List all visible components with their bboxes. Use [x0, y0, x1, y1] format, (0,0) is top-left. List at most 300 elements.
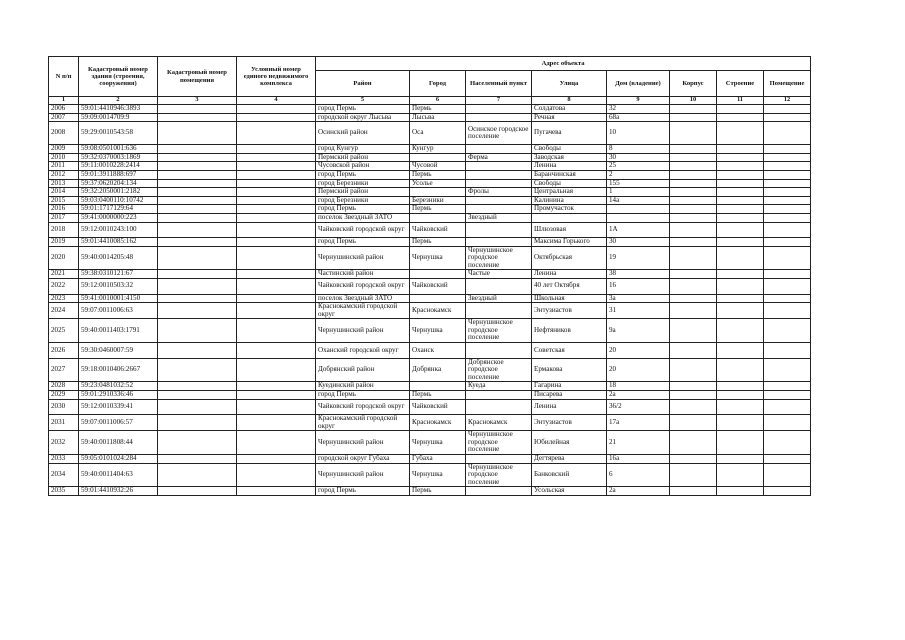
- cell-street: Пугачева: [532, 122, 607, 145]
- cell-city: Пермь: [410, 105, 466, 114]
- cell-street: Нефтяников: [532, 319, 607, 343]
- header-settlement: Населенный пункт: [466, 71, 532, 97]
- table-row: [49, 222, 811, 238]
- cell-number: 2006: [49, 105, 79, 114]
- cell-district: город Пермь: [316, 487, 410, 496]
- cell-settlement: Осинское городское поселение: [466, 122, 532, 145]
- cell-cadastral-building: 59:07:0011006:63: [79, 303, 158, 319]
- cell-settlement: [466, 390, 532, 399]
- cell-cadastral-building: 59:01:4410946:3893: [79, 105, 158, 114]
- cell-korpus: [670, 238, 717, 247]
- cell-district: город Пермь: [316, 170, 410, 179]
- cell-conditional-number: [237, 105, 316, 114]
- cell-district: Краснокамский городской округ: [316, 415, 410, 431]
- cell-district: Краснокамский городской округ: [316, 303, 410, 319]
- cell-city: Губаха: [410, 455, 466, 464]
- cell-district: город Пермь: [316, 105, 410, 114]
- cell-pomeshenie: [764, 303, 811, 319]
- cell-cadastral-room: [158, 213, 237, 222]
- cell-cadastral-building: 59:05:0101024:284: [79, 455, 158, 464]
- cell-conditional-number: [237, 246, 316, 270]
- cell-house: 36/2: [607, 399, 670, 415]
- cell-pomeshenie: [764, 205, 811, 214]
- cell-number: 2017: [49, 213, 79, 222]
- cell-conditional-number: [237, 294, 316, 303]
- cell-number: 2024: [49, 303, 79, 319]
- cell-city: [410, 153, 466, 162]
- cell-pomeshenie: [764, 196, 811, 205]
- cell-settlement: [466, 170, 532, 179]
- cell-cadastral-building: 59:37:0620204:134: [79, 179, 158, 188]
- cell-city: [410, 382, 466, 391]
- cell-settlement: [466, 455, 532, 464]
- cell-settlement: [466, 179, 532, 188]
- cell-korpus: [670, 222, 717, 238]
- cell-house: 38: [607, 270, 670, 279]
- cell-number: 2030: [49, 399, 79, 415]
- cell-pomeshenie: [764, 399, 811, 415]
- cell-settlement: Чернушинское городское поселение: [466, 431, 532, 455]
- cell-street: Советская: [532, 343, 607, 359]
- cell-district: город Березники: [316, 196, 410, 205]
- cell-number: 2033: [49, 455, 79, 464]
- cell-cadastral-building: 59:41:0010001:4150: [79, 294, 158, 303]
- cell-korpus: [670, 213, 717, 222]
- table-row: [49, 170, 811, 179]
- cell-district: поселок Звездный ЗАТО: [316, 213, 410, 222]
- cell-house: 155: [607, 179, 670, 188]
- cell-street: Ленина: [532, 270, 607, 279]
- cell-korpus: [670, 246, 717, 270]
- cell-number: 2028: [49, 382, 79, 391]
- cell-korpus: [670, 390, 717, 399]
- cell-city: Оса: [410, 122, 466, 145]
- cell-settlement: Куеда: [466, 382, 532, 391]
- table-row: [49, 246, 811, 270]
- cell-street: Свободы: [532, 179, 607, 188]
- cell-stroenie: [717, 463, 764, 487]
- cell-cadastral-room: [158, 303, 237, 319]
- cell-settlement: [466, 162, 532, 171]
- column-number-row: [49, 97, 811, 105]
- cell-pomeshenie: [764, 113, 811, 122]
- column-number: 7: [466, 97, 532, 105]
- column-number: 2: [79, 97, 158, 105]
- column-number: 11: [717, 97, 764, 105]
- cell-korpus: [670, 196, 717, 205]
- cell-conditional-number: [237, 179, 316, 188]
- cell-district: Чайковский городской округ: [316, 279, 410, 295]
- cell-district: город Березники: [316, 179, 410, 188]
- cell-cadastral-room: [158, 179, 237, 188]
- cell-korpus: [670, 294, 717, 303]
- cell-cadastral-room: [158, 205, 237, 214]
- cell-conditional-number: [237, 113, 316, 122]
- cell-cadastral-room: [158, 463, 237, 487]
- cell-street: Ленина: [532, 162, 607, 171]
- cell-city: [410, 188, 466, 197]
- cell-house: 16а: [607, 455, 670, 464]
- cell-house: 8: [607, 145, 670, 154]
- cell-pomeshenie: [764, 487, 811, 496]
- cell-settlement: Чернушинское городское поселение: [466, 463, 532, 487]
- cell-house: 14а: [607, 196, 670, 205]
- table-row: [49, 343, 811, 359]
- cell-district: Чайковский городской округ: [316, 222, 410, 238]
- cell-stroenie: [717, 319, 764, 343]
- cell-settlement: Чернушинское городское поселение: [466, 319, 532, 343]
- cell-street: Ермакова: [532, 358, 607, 382]
- cell-number: 2025: [49, 319, 79, 343]
- cell-street: Банковский: [532, 463, 607, 487]
- cell-settlement: [466, 113, 532, 122]
- cell-cadastral-room: [158, 270, 237, 279]
- cell-district: Чайковский городской округ: [316, 399, 410, 415]
- cell-cadastral-room: [158, 358, 237, 382]
- cell-city: Кунгур: [410, 145, 466, 154]
- table-body: [49, 105, 811, 496]
- cell-cadastral-room: [158, 153, 237, 162]
- cell-street: Ленина: [532, 399, 607, 415]
- cell-district: город Пермь: [316, 390, 410, 399]
- cell-stroenie: [717, 455, 764, 464]
- cell-stroenie: [717, 179, 764, 188]
- table-header: [49, 57, 811, 105]
- cell-stroenie: [717, 213, 764, 222]
- cell-number: 2021: [49, 270, 79, 279]
- cell-street: [532, 213, 607, 222]
- cell-number: 2008: [49, 122, 79, 145]
- cell-conditional-number: [237, 390, 316, 399]
- cell-cadastral-room: [158, 145, 237, 154]
- cell-house: 25: [607, 162, 670, 171]
- table-row: [49, 303, 811, 319]
- cell-number: 2034: [49, 463, 79, 487]
- cell-city: [410, 213, 466, 222]
- cell-cadastral-building: 59:11:0010228:2414: [79, 162, 158, 171]
- cell-conditional-number: [237, 213, 316, 222]
- cell-pomeshenie: [764, 162, 811, 171]
- cell-city: Чернушка: [410, 431, 466, 455]
- cell-city: Оханск: [410, 343, 466, 359]
- cell-settlement: Чернушинское городское поселение: [466, 246, 532, 270]
- cell-korpus: [670, 122, 717, 145]
- cell-stroenie: [717, 415, 764, 431]
- cell-cadastral-building: 59:40:0011404:63: [79, 463, 158, 487]
- cell-number: 2014: [49, 188, 79, 197]
- table-row: [49, 270, 811, 279]
- column-number: 5: [316, 97, 410, 105]
- cell-number: 2015: [49, 196, 79, 205]
- cell-pomeshenie: [764, 246, 811, 270]
- cell-house: [607, 213, 670, 222]
- cell-street: Промучасток: [532, 205, 607, 214]
- cell-cadastral-building: 59:01:4410932:26: [79, 487, 158, 496]
- cell-stroenie: [717, 188, 764, 197]
- cell-korpus: [670, 205, 717, 214]
- cell-street: Энтузиастов: [532, 415, 607, 431]
- cell-cadastral-building: 59:09:0014709:9: [79, 113, 158, 122]
- cell-settlement: [466, 238, 532, 247]
- cell-city: Краснокамск: [410, 303, 466, 319]
- table-row: [49, 399, 811, 415]
- table-row: [49, 162, 811, 171]
- table-row: [49, 319, 811, 343]
- header-cadastral-room: Кадастровый номер помещения: [158, 57, 237, 97]
- cell-korpus: [670, 113, 717, 122]
- cell-cadastral-building: 59:38:0310121:67: [79, 270, 158, 279]
- cell-cadastral-building: 59:01:4410085:162: [79, 238, 158, 247]
- column-number: 12: [764, 97, 811, 105]
- cell-house: 9а: [607, 319, 670, 343]
- cell-korpus: [670, 188, 717, 197]
- header-conditional-number: Условный номер единого недвижимого комплекса: [237, 57, 316, 97]
- cell-cadastral-building: 59:40:0011403:1791: [79, 319, 158, 343]
- cell-city: [410, 270, 466, 279]
- column-number: 8: [532, 97, 607, 105]
- cell-korpus: [670, 170, 717, 179]
- header-stroenie: Строение: [717, 71, 764, 97]
- cell-stroenie: [717, 238, 764, 247]
- cell-cadastral-building: 59:32:2050001:2182: [79, 188, 158, 197]
- cell-cadastral-room: [158, 279, 237, 295]
- cell-stroenie: [717, 279, 764, 295]
- cell-city: Пермь: [410, 238, 466, 247]
- cell-district: Чусовской район: [316, 162, 410, 171]
- cell-korpus: [670, 270, 717, 279]
- cell-stroenie: [717, 390, 764, 399]
- cell-korpus: [670, 145, 717, 154]
- cell-street: Энтузиастов: [532, 303, 607, 319]
- cell-district: Частинский район: [316, 270, 410, 279]
- cell-conditional-number: [237, 431, 316, 455]
- cell-settlement: Ферма: [466, 153, 532, 162]
- column-number: 6: [410, 97, 466, 105]
- header-number: N п/п: [49, 57, 79, 97]
- cell-conditional-number: [237, 162, 316, 171]
- cell-street: Максима Горького: [532, 238, 607, 247]
- cell-district: городской округ Лысьва: [316, 113, 410, 122]
- cell-city: Чайковский: [410, 399, 466, 415]
- cell-settlement: Звездный: [466, 213, 532, 222]
- cell-conditional-number: [237, 415, 316, 431]
- cell-cadastral-room: [158, 196, 237, 205]
- cell-city: Усолье: [410, 179, 466, 188]
- cell-pomeshenie: [764, 463, 811, 487]
- cell-city: Чайковский: [410, 279, 466, 295]
- cell-pomeshenie: [764, 179, 811, 188]
- cell-cadastral-room: [158, 399, 237, 415]
- cell-district: городской округ Губаха: [316, 455, 410, 464]
- cell-conditional-number: [237, 455, 316, 464]
- cell-korpus: [670, 343, 717, 359]
- cell-korpus: [670, 279, 717, 295]
- cell-conditional-number: [237, 270, 316, 279]
- cell-conditional-number: [237, 222, 316, 238]
- cell-korpus: [670, 382, 717, 391]
- cell-city: Пермь: [410, 170, 466, 179]
- cell-city: Добрянка: [410, 358, 466, 382]
- cell-house: 30: [607, 153, 670, 162]
- cell-conditional-number: [237, 399, 316, 415]
- cell-cadastral-building: 59:03:0400110:10742: [79, 196, 158, 205]
- cell-number: 2018: [49, 222, 79, 238]
- cell-city: Чернушка: [410, 319, 466, 343]
- cell-house: 30: [607, 238, 670, 247]
- cell-korpus: [670, 179, 717, 188]
- cell-house: 16: [607, 279, 670, 295]
- cell-house: 1: [607, 188, 670, 197]
- table-row: [49, 153, 811, 162]
- cell-city: Краснокамск: [410, 415, 466, 431]
- cell-cadastral-room: [158, 170, 237, 179]
- cell-cadastral-room: [158, 455, 237, 464]
- column-number: 9: [607, 97, 670, 105]
- cell-cadastral-room: [158, 415, 237, 431]
- cell-stroenie: [717, 105, 764, 114]
- cell-number: 2031: [49, 415, 79, 431]
- cell-city: Пермь: [410, 390, 466, 399]
- cell-city: Лысьва: [410, 113, 466, 122]
- cell-stroenie: [717, 487, 764, 496]
- cell-cadastral-room: [158, 382, 237, 391]
- cell-stroenie: [717, 294, 764, 303]
- cell-cadastral-building: 59:41:0000000:223: [79, 213, 158, 222]
- cell-conditional-number: [237, 343, 316, 359]
- cell-cadastral-room: [158, 246, 237, 270]
- header-korpus: Корпус: [670, 71, 717, 97]
- cell-pomeshenie: [764, 153, 811, 162]
- cell-city: Чусовой: [410, 162, 466, 171]
- cell-street: Дегтярева: [532, 455, 607, 464]
- cell-number: 2029: [49, 390, 79, 399]
- cell-number: 2013: [49, 179, 79, 188]
- cell-korpus: [670, 162, 717, 171]
- cell-korpus: [670, 455, 717, 464]
- cell-district: Добрянский район: [316, 358, 410, 382]
- cell-korpus: [670, 487, 717, 496]
- cell-city: Пермь: [410, 205, 466, 214]
- cell-settlement: Добрянское городское поселение: [466, 358, 532, 382]
- cell-street: Заводская: [532, 153, 607, 162]
- cell-district: Чернушинский район: [316, 319, 410, 343]
- cell-cadastral-building: 59:40:0011808:44: [79, 431, 158, 455]
- cell-street: Свободы: [532, 145, 607, 154]
- cell-number: 2019: [49, 238, 79, 247]
- cell-settlement: [466, 279, 532, 295]
- cell-stroenie: [717, 196, 764, 205]
- cell-city: Березники: [410, 196, 466, 205]
- header-house: Дом (владение): [607, 71, 670, 97]
- table-row: [49, 358, 811, 382]
- cell-city: Пермь: [410, 487, 466, 496]
- table-row: [49, 382, 811, 391]
- cell-settlement: [466, 303, 532, 319]
- cell-cadastral-building: 59:01:1717129:64: [79, 205, 158, 214]
- cell-pomeshenie: [764, 279, 811, 295]
- cell-stroenie: [717, 153, 764, 162]
- cell-cadastral-building: 59:12:0010503:32: [79, 279, 158, 295]
- cell-conditional-number: [237, 487, 316, 496]
- cell-district: Пермский район: [316, 188, 410, 197]
- table-row: [49, 213, 811, 222]
- cell-cadastral-room: [158, 105, 237, 114]
- cell-house: 31: [607, 303, 670, 319]
- cell-settlement: [466, 105, 532, 114]
- cell-city: Чернушка: [410, 463, 466, 487]
- cell-cadastral-room: [158, 390, 237, 399]
- table-row: [49, 105, 811, 114]
- cell-cadastral-room: [158, 162, 237, 171]
- cell-cadastral-room: [158, 222, 237, 238]
- cell-pomeshenie: [764, 431, 811, 455]
- cell-street: Калинина: [532, 196, 607, 205]
- register-sheet: [48, 56, 810, 496]
- cell-pomeshenie: [764, 238, 811, 247]
- cell-street: Писарева: [532, 390, 607, 399]
- cell-cadastral-room: [158, 319, 237, 343]
- cell-conditional-number: [237, 303, 316, 319]
- table-row: [49, 196, 811, 205]
- cell-pomeshenie: [764, 358, 811, 382]
- cell-cadastral-room: [158, 343, 237, 359]
- cell-cadastral-building: 59:01:2910336:46: [79, 390, 158, 399]
- cell-stroenie: [717, 170, 764, 179]
- table-row: [49, 463, 811, 487]
- cell-number: 2009: [49, 145, 79, 154]
- cell-stroenie: [717, 303, 764, 319]
- cell-district: поселок Звездный ЗАТО: [316, 294, 410, 303]
- cell-house: 21: [607, 431, 670, 455]
- cell-korpus: [670, 415, 717, 431]
- cell-stroenie: [717, 145, 764, 154]
- cell-cadastral-room: [158, 238, 237, 247]
- cell-settlement: [466, 222, 532, 238]
- cell-cadastral-room: [158, 431, 237, 455]
- cell-house: 17а: [607, 415, 670, 431]
- cell-conditional-number: [237, 319, 316, 343]
- cell-korpus: [670, 105, 717, 114]
- cell-settlement: Частые: [466, 270, 532, 279]
- cell-number: 2027: [49, 358, 79, 382]
- property-register-table: [48, 56, 811, 496]
- cell-street: Баранчинская: [532, 170, 607, 179]
- table-row: [49, 238, 811, 247]
- cell-street: Речная: [532, 113, 607, 122]
- cell-stroenie: [717, 113, 764, 122]
- cell-pomeshenie: [764, 390, 811, 399]
- cell-district: Чернушинский район: [316, 463, 410, 487]
- cell-house: [607, 205, 670, 214]
- cell-stroenie: [717, 122, 764, 145]
- cell-house: 10: [607, 122, 670, 145]
- cell-house: 6: [607, 463, 670, 487]
- cell-street: Шлюзовая: [532, 222, 607, 238]
- cell-district: Чернушинский район: [316, 246, 410, 270]
- table-row: [49, 205, 811, 214]
- cell-street: Солдатова: [532, 105, 607, 114]
- cell-conditional-number: [237, 463, 316, 487]
- cell-pomeshenie: [764, 188, 811, 197]
- cell-number: 2011: [49, 162, 79, 171]
- cell-pomeshenie: [764, 122, 811, 145]
- cell-stroenie: [717, 205, 764, 214]
- cell-cadastral-room: [158, 487, 237, 496]
- cell-settlement: Звездный: [466, 294, 532, 303]
- cell-cadastral-building: 59:12:0010243:100: [79, 222, 158, 238]
- cell-district: город Пермь: [316, 238, 410, 247]
- cell-stroenie: [717, 399, 764, 415]
